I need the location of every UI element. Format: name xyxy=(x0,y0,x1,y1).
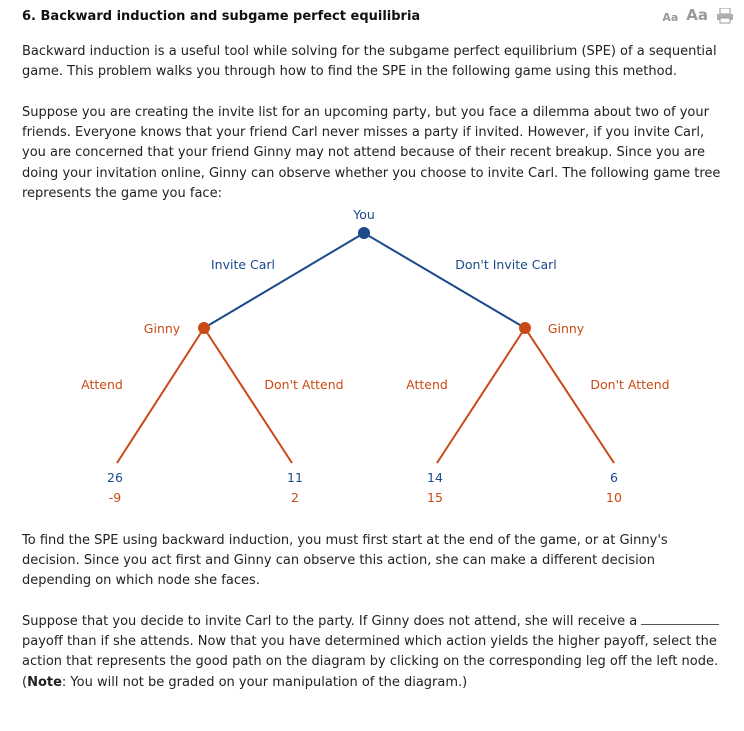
payoff-ginny-3: 15 xyxy=(427,490,443,505)
instructions-paragraph: To find the SPE using backward induction, you must first start at the end of the game, or at Ginny's decision. Since you act first and Ginny can observe this action, she can make a different decision depending on which node she faces. xyxy=(22,533,668,589)
question-text-part2: payoff than if she attends. Now that you have determined which action yields the higher payoff, select the action that represents the good path on the diagram by clicking on the corresponding leg off the left node. ( xyxy=(22,634,719,690)
action-left-attend-label: Attend xyxy=(81,377,123,392)
ginny-right-label: Ginny xyxy=(547,321,585,336)
font-size-small-button[interactable]: Aa xyxy=(662,11,679,24)
action-invite-carl-label: Invite Carl xyxy=(210,257,276,272)
payoff-comparison-dropdown[interactable] xyxy=(641,612,719,625)
action-right-dont-attend-label: Don't Attend xyxy=(590,377,670,392)
font-size-large-button[interactable]: Aa xyxy=(686,6,708,24)
question-text-part3: : You will not be graded on your manipulation of the diagram.) xyxy=(61,674,468,690)
question-paragraph xyxy=(22,612,726,693)
page-title: 6. Backward induction and subgame perfect equilibria xyxy=(22,9,421,24)
payoff-you-2: 11 xyxy=(287,470,303,485)
action-left-dont-attend-label: Don't Attend xyxy=(264,377,344,392)
question-text-part1: Suppose that you decide to invite Carl to the party. If Ginny does not attend, she will receive a xyxy=(22,614,638,629)
payoff-ginny-1: -9 xyxy=(108,490,122,505)
root-player-label: You xyxy=(353,207,375,222)
edge-right-attend[interactable] xyxy=(437,328,525,463)
root-node xyxy=(358,227,370,239)
note-label: Note xyxy=(27,674,62,690)
edge-dont-invite-carl[interactable] xyxy=(364,233,525,328)
action-dont-invite-carl-label: Don't Invite Carl xyxy=(455,257,557,272)
edge-invite-carl[interactable] xyxy=(204,233,364,328)
action-right-attend-label: Attend xyxy=(406,377,448,392)
edge-right-dont-attend[interactable] xyxy=(525,328,614,463)
edge-left-dont-attend[interactable] xyxy=(204,328,292,463)
ginny-left-label: Ginny xyxy=(143,321,181,336)
ginny-right-node xyxy=(519,322,531,334)
payoff-you-1: 26 xyxy=(107,470,123,485)
intro-paragraph: Backward induction is a useful tool while solving for the subgame perfect equilibrium (SPE) of a sequential game. This problem walks you through how to find the SPE in the following game using this method. xyxy=(22,44,717,80)
payoff-you-3: 14 xyxy=(427,470,443,485)
scenario-paragraph: Suppose you are creating the invite list for an upcoming party, but you face a dilemma about two of your friends. Everyone knows that your friend Carl never misses a party if invited. However, if you invite Carl, you are concerned that your friend Ginny may not attend because of their recent breakup. Since you are doing your invitation online, Ginny can observe whether you choose to invite Carl. The following game tree represents the game you face: xyxy=(22,105,721,201)
edge-left-attend[interactable] xyxy=(117,328,204,463)
payoff-ginny-2: 2 xyxy=(291,490,299,505)
ginny-left-node xyxy=(198,322,210,334)
payoff-you-4: 6 xyxy=(610,470,618,485)
payoff-ginny-4: 10 xyxy=(606,490,622,505)
